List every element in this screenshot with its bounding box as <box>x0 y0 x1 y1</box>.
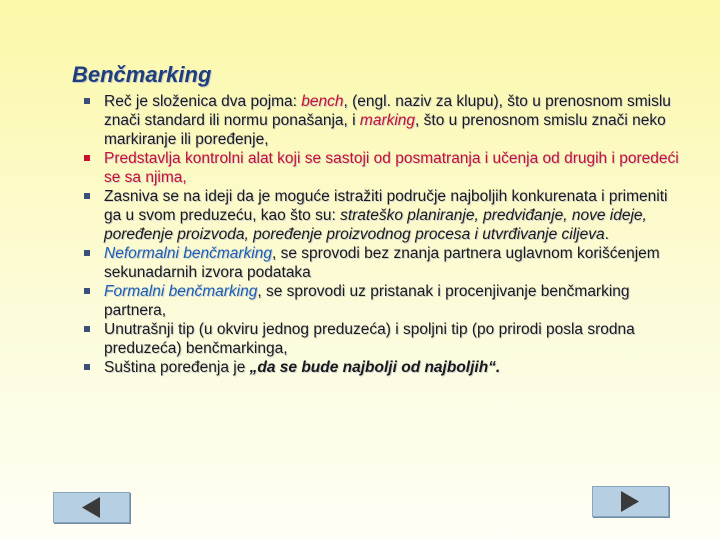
previous-slide-button[interactable] <box>53 492 130 523</box>
bullet-text: . <box>604 226 609 243</box>
bullet-text: Unutrašnji tip (u okviru jednog preduzeća) i spoljni tip (po prirodi posla srodna preduzeća) benčmarkinga, <box>104 321 635 357</box>
bullet-item-definition <box>82 92 682 149</box>
bullet-text: Reč je složenica dva pojma: <box>104 93 302 110</box>
bullet-text: , se sprovodi uz pristanak i procenjivanje benčmarking partnera, <box>104 283 630 319</box>
term-informal-benchmarking: Neformalni benčmarking <box>104 245 272 262</box>
square-bullet-icon <box>84 364 90 370</box>
square-bullet-icon <box>84 250 90 256</box>
triangle-right-icon <box>593 487 668 516</box>
bullet-text: Zasniva se na ideji da je moguće istražiti područje najboljih konkurenata i primeniti ga u svom preduzeću, kao što su: <box>104 188 668 224</box>
square-bullet-icon <box>84 288 90 294</box>
term-marking: marking <box>359 112 416 129</box>
next-slide-button[interactable] <box>592 486 669 517</box>
bullet-text: Suština poređenja je <box>104 359 250 376</box>
square-bullet-icon <box>84 326 90 332</box>
bullet-text: Predstavlja kontrolni alat koji se sastoji od posmatranja i učenja od drugih i poredeći se sa njima, <box>104 150 679 186</box>
bullet-item-idea <box>82 187 682 244</box>
bullet-text: , (engl. naziv za klupu), što u prenosnom smislu znači standard ili normu ponašanja, i <box>104 93 671 129</box>
examples-list: strateško planiranje, predviđanje, nove ideje, poređenje proizvoda, poređenje proizvodnog procesa i utvrđivanje ciljeva <box>104 207 647 243</box>
triangle-left-icon <box>54 493 129 522</box>
square-bullet-icon <box>84 98 90 104</box>
bullet-item-formal <box>82 282 682 320</box>
bullet-item-control-tool <box>82 149 682 187</box>
bullet-item-informal <box>82 244 682 282</box>
bullet-item-types <box>82 320 682 358</box>
bullet-list <box>82 92 682 377</box>
square-bullet-icon <box>84 193 90 199</box>
term-bench: bench <box>301 93 344 110</box>
bullet-text: , se sprovodi bez znanja partnera uglavnom korišćenjem sekunadarnih izvora podataka <box>104 245 660 281</box>
slide-title: Benčmarking <box>72 62 212 87</box>
square-bullet-icon <box>84 155 90 161</box>
bullet-item-essence <box>82 358 682 377</box>
quote-best-of-best: „da se bude najbolji od najboljih“. <box>249 359 501 376</box>
bullet-text: , što u prenosnom smislu znači neko markiranje ili poređenje, <box>104 112 666 148</box>
term-formal-benchmarking: Formalni benčmarking <box>104 283 258 300</box>
